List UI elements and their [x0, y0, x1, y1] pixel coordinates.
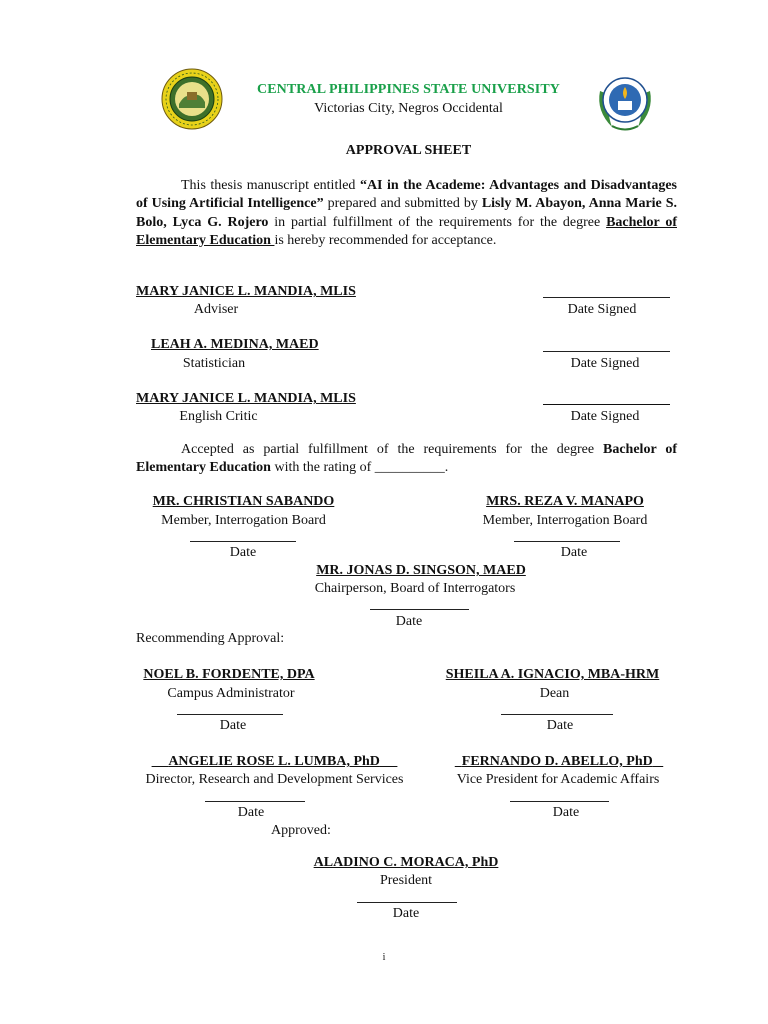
chair-role: Chairperson, Board of Interrogators [314, 581, 516, 596]
dean-date: Date [546, 718, 574, 733]
member2-date: Date [560, 545, 588, 560]
research-director-role: Director, Research and Development Services [145, 772, 404, 787]
research-director-date: Date [237, 805, 265, 820]
vpaa-date: Date [552, 805, 580, 820]
adviser-date-line [543, 297, 670, 298]
chair-name: MR. JONAS D. SINGSON, MAED [316, 563, 526, 578]
dean-role: Dean [539, 686, 570, 701]
statistician-date-line [543, 351, 670, 352]
university-name: CENTRAL PHILIPPINES STATE UNIVERSITY [257, 82, 560, 97]
member1-name: MR. CHRISTIAN SABANDO [152, 494, 335, 509]
approved-label: Approved: [271, 823, 331, 838]
authors: Lisly M. Abayon, Anna Marie S. Bolo, Lyca G. Rojero [136, 196, 678, 230]
english-critic-name: MARY JANICE L. MANDIA, MLIS [136, 391, 356, 406]
member2-role: Member, Interrogation Board [482, 513, 648, 528]
statistician-role: Statistician [182, 356, 246, 371]
member2-date-line [514, 541, 620, 542]
thesis-title: “AI in the Academe: Advantages and Disadvantages of Using Artificial Intelligence” [136, 178, 678, 212]
page-number: i [382, 952, 386, 963]
intro-paragraph: This thesis manuscript entitled “AI in the Academe: Advantages and Disadvantages of Using Artificial Intelligence” prepared and submitted by Lisly M. Abayon, Anna Marie S. Bolo, Lyca G. Rojero in partial fulfillment of the requirements for the degree Bachelor of Elementary Education is hereby recommended for acceptance. [136, 178, 678, 248]
vpaa-name: FERNANDO D. ABELLO, PhD [461, 754, 653, 769]
english-critic-role: English Critic [179, 409, 258, 424]
english-critic-date-line [543, 404, 670, 405]
member2-name: MRS. REZA V. MANAPO [486, 494, 644, 509]
accepted-degree: Bachelor of Elementary Education [136, 442, 677, 476]
adviser-name: MARY JANICE L. MANDIA, MLIS [136, 284, 356, 299]
degree-name: Bachelor of Elementary Education [136, 214, 677, 248]
adviser-date-label: Date Signed [567, 302, 637, 317]
research-director-name: ANGELIE ROSE L. LUMBA, PhD [168, 754, 380, 769]
page-title: APPROVAL SHEET [345, 143, 472, 158]
member1-date: Date [229, 545, 257, 560]
president-name: ALADINO C. MORACA, PhD [313, 855, 499, 870]
recommending-label: Recommending Approval: [136, 631, 285, 646]
english-critic-date-label: Date Signed [570, 409, 640, 424]
chair-date-line [370, 609, 469, 610]
president-role: President [379, 873, 433, 888]
adviser-role: Adviser [193, 302, 239, 317]
university-seal-icon [161, 68, 223, 130]
dean-name: SHEILA A. IGNACIO, MBA-HRM [445, 667, 660, 682]
campus-admin-date: Date [219, 718, 247, 733]
dean-date-line [501, 714, 613, 715]
statistician-date-label: Date Signed [570, 356, 640, 371]
campus-admin-date-line [177, 714, 283, 715]
vpaa-date-line [510, 801, 609, 802]
accepted-paragraph: Accepted as partial fulfillment of the requirements for the degree Bachelor of Elementary Education with the rating of __________. [136, 442, 677, 476]
member1-role: Member, Interrogation Board [161, 513, 326, 528]
statistician-name: LEAH A. MEDINA, MAED [151, 337, 319, 352]
chair-date: Date [395, 614, 423, 629]
president-date: Date [392, 906, 420, 921]
member1-date-line [190, 541, 296, 542]
campus-admin-name: NOEL B. FORDENTE, DPA [143, 667, 315, 682]
campus-admin-role: Campus Administrator [167, 686, 295, 701]
research-director-date-line [205, 801, 305, 802]
university-location: Victorias City, Negros Occidental [314, 101, 503, 116]
president-date-line [357, 902, 457, 903]
vpaa-role: Vice President for Academic Affairs [456, 772, 660, 787]
